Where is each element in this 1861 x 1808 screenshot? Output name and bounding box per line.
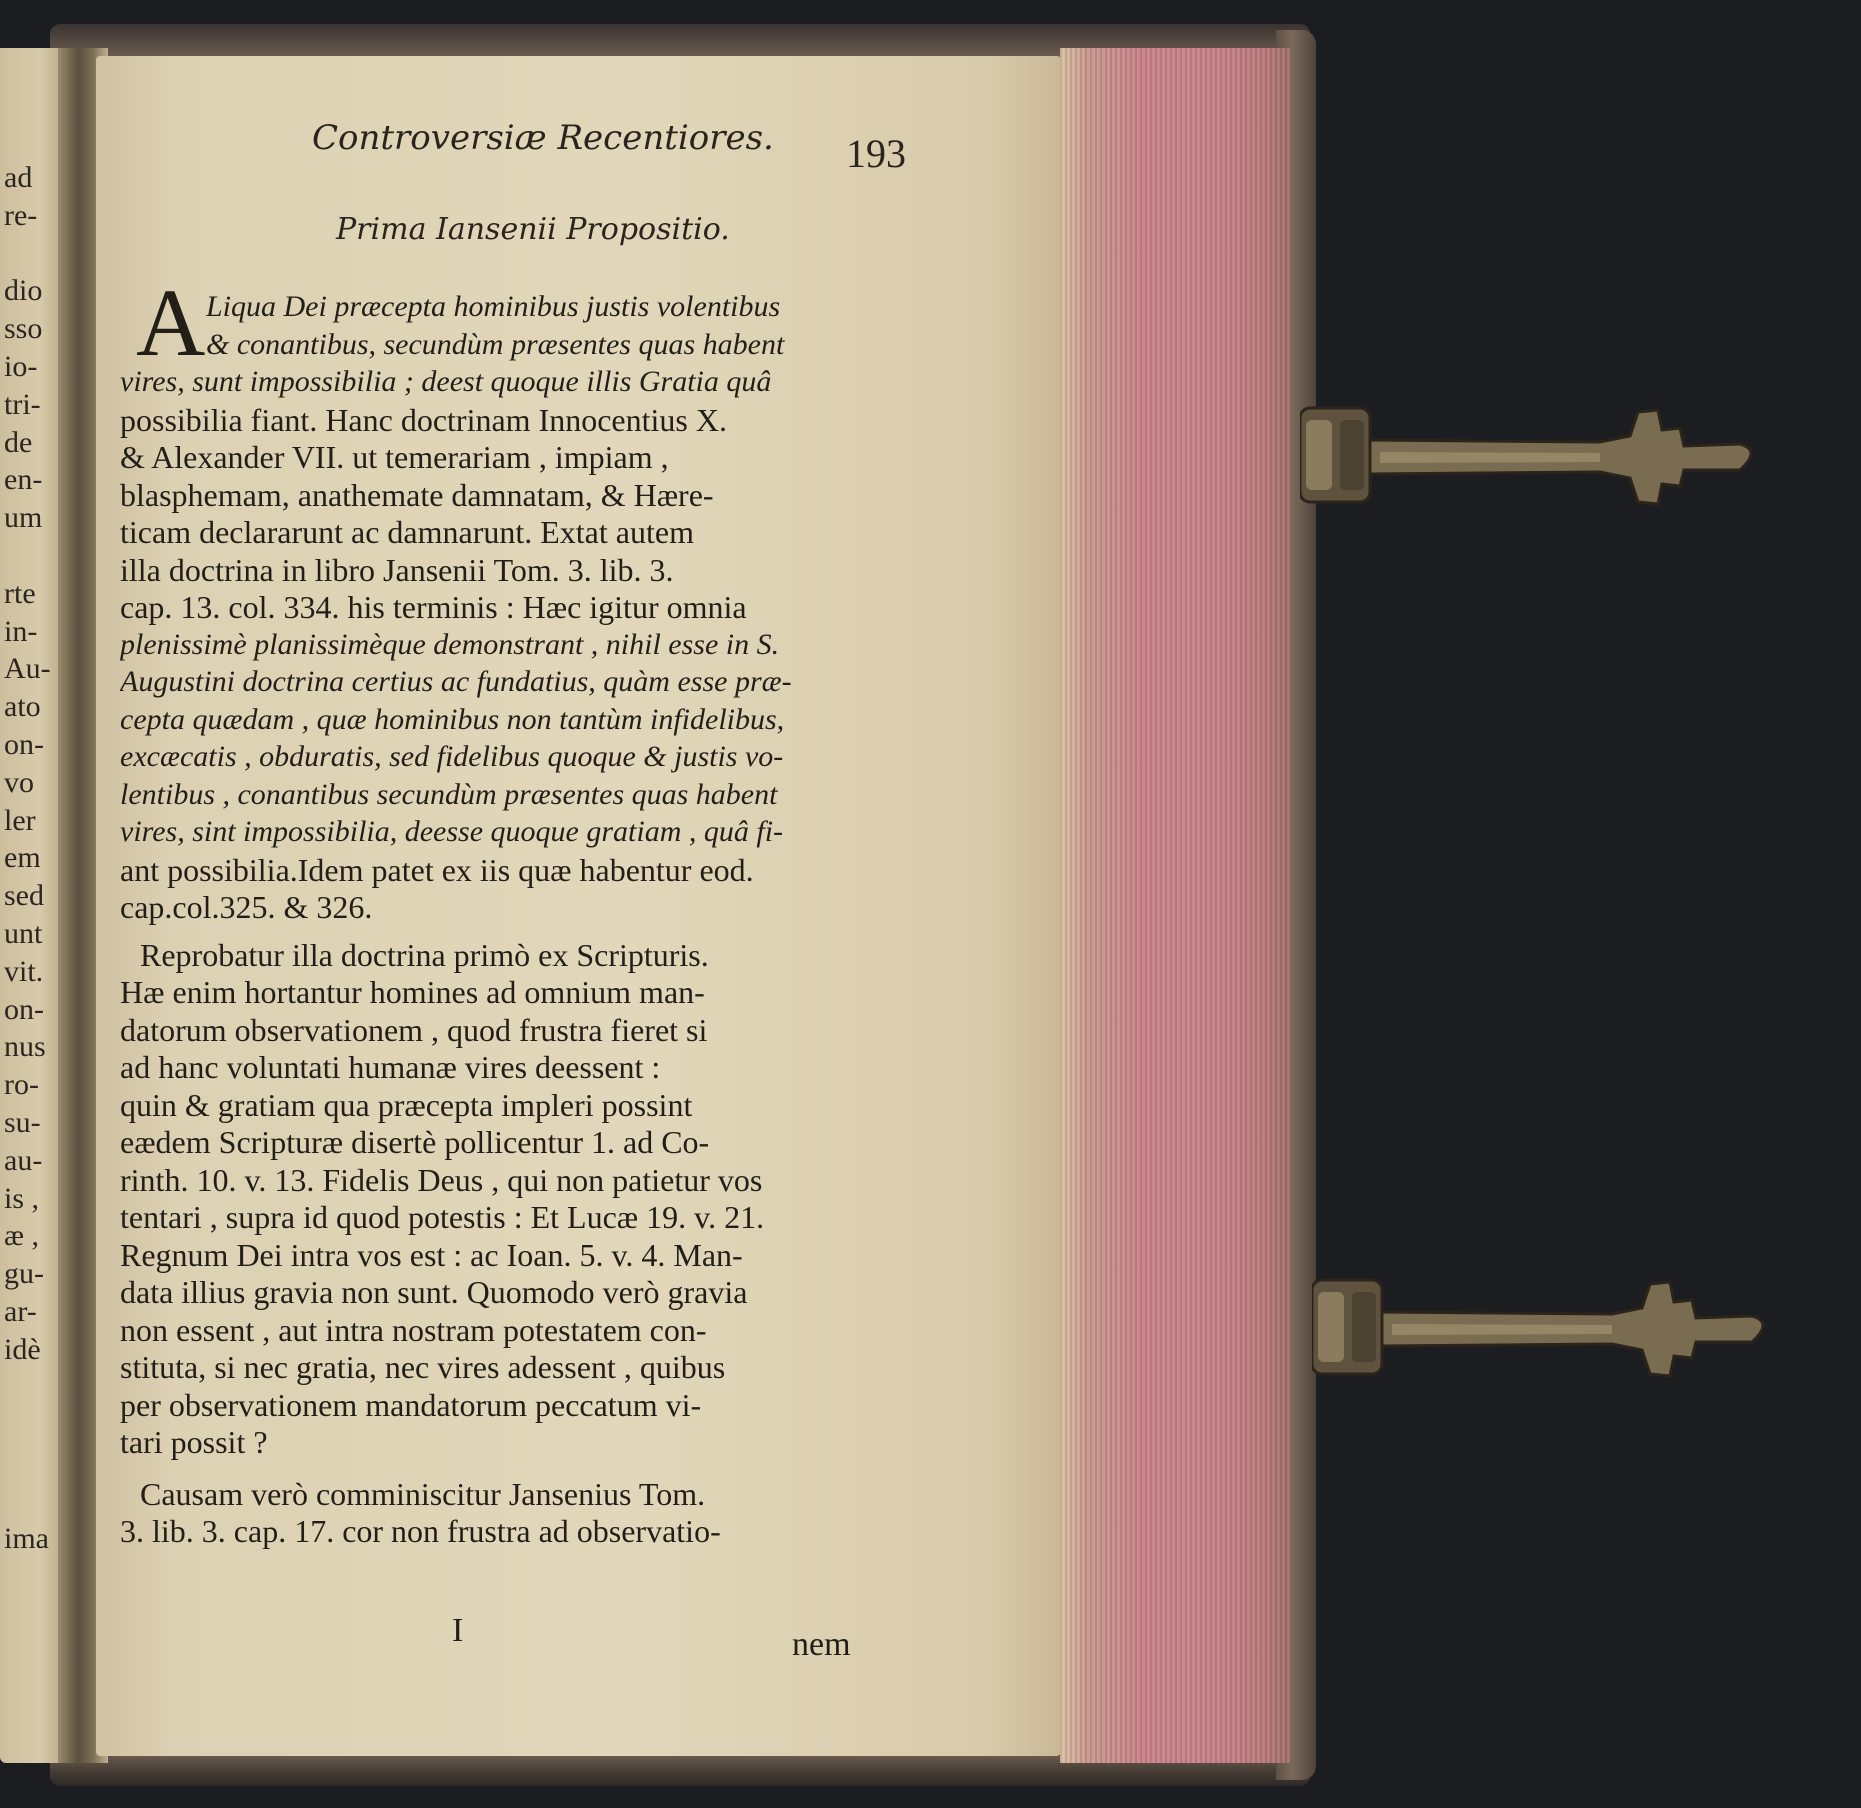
text-line: possibilia fiant. Hanc doctrinam Innocentius X. bbox=[120, 401, 727, 438]
left-page-fragment: dio bbox=[4, 274, 43, 308]
signature-mark: I bbox=[452, 1612, 464, 1649]
left-page-fragment bbox=[4, 1368, 64, 1408]
text-line: & Alexander VII. ut temerariam , impiam , bbox=[120, 439, 669, 475]
left-page-fragment: ler bbox=[4, 803, 36, 837]
text-line: tari possit ? bbox=[120, 1424, 268, 1460]
drop-cap: A bbox=[136, 269, 206, 376]
text-line: vires, sint impossibilia, deesse quoque gratiam , quâ fi- bbox=[120, 815, 784, 848]
left-page-fragment: em bbox=[4, 841, 41, 875]
left-page-fragment: ro- bbox=[4, 1068, 39, 1102]
left-page-fragment: unt bbox=[4, 917, 43, 950]
left-page-fragment: su- bbox=[4, 1106, 41, 1139]
left-page-fragment bbox=[4, 536, 64, 576]
text-line: plenissimè planissimèque demonstrant , nihil esse in S. bbox=[120, 627, 780, 661]
facing-page-left bbox=[0, 48, 66, 1763]
clasp-upper bbox=[1300, 390, 1760, 520]
left-page-fragment: en- bbox=[4, 463, 43, 497]
text-line: Augustini doctrina certius ac fundatius, quàm esse præ- bbox=[120, 665, 792, 698]
text-line: Causam verò comminiscitur Jansenius Tom. bbox=[140, 1475, 706, 1512]
text-line: cepta quædam , quæ hominibus non tantùm infidelibus, bbox=[120, 702, 785, 736]
running-head: Controversiæ Recentiores. bbox=[312, 118, 774, 158]
page-number: 193 bbox=[846, 131, 906, 176]
text-line: ticam declararunt ac damnarunt. Extat autem bbox=[120, 514, 694, 550]
text-line: ad hanc voluntati humanæ vires deessent : bbox=[120, 1049, 661, 1085]
left-page-fragment bbox=[4, 1481, 64, 1521]
text-line: 3. lib. 3. cap. 17. cor non frustra ad observatio- bbox=[120, 1513, 721, 1549]
left-page-fragment: on- bbox=[4, 992, 44, 1026]
left-page-fragment: io- bbox=[4, 350, 38, 383]
catchword: nem bbox=[792, 1626, 851, 1663]
text-line: illa doctrina in libro Jansenii Tom. 3. lib. 3. bbox=[120, 551, 674, 588]
text-line: data illius gravia non sunt. Quomodo verò gravia bbox=[120, 1274, 748, 1310]
left-page-fragment: on- bbox=[4, 728, 44, 761]
section-title: Prima Iansenii Propositio. bbox=[336, 212, 730, 247]
text-line: non essent , aut intra nostram potestatem con- bbox=[120, 1311, 707, 1348]
text-line: excæcatis , obduratis, sed fidelibus quoque & justis vo- bbox=[120, 740, 784, 773]
left-page-fragment bbox=[4, 1405, 64, 1445]
left-page-fragment: in- bbox=[4, 614, 38, 648]
text-line: cap.col.325. & 326. bbox=[120, 889, 373, 925]
left-page-fragment: Au- bbox=[4, 652, 51, 686]
left-page-fragment: sso bbox=[4, 312, 43, 346]
left-page-fragment: idè bbox=[4, 1332, 41, 1366]
left-page-fragment: de bbox=[4, 425, 33, 459]
left-page-fragment: gu- bbox=[4, 1257, 44, 1291]
left-page-fragment: um bbox=[4, 501, 43, 535]
left-page-fragment: vit. bbox=[4, 954, 44, 988]
text-line: stituta, si nec gratia, nec vires adessent , quibus bbox=[120, 1349, 726, 1385]
text-line: Liqua Dei præcepta hominibus justis volentibus bbox=[206, 290, 781, 323]
text-line: cap. 13. col. 334. his terminis : Hæc igitur omnia bbox=[120, 589, 747, 625]
left-page-fragment: is , bbox=[4, 1181, 40, 1215]
text-line: Hæ enim hortantur homines ad omnium man- bbox=[120, 974, 705, 1010]
text-line: quin & gratiam qua præcepta impleri possint bbox=[120, 1086, 693, 1123]
left-page-fragment: æ , bbox=[4, 1219, 40, 1253]
left-page-fragment: ato bbox=[4, 690, 41, 724]
left-page-fragment bbox=[4, 234, 64, 274]
left-page-fragment: ad bbox=[4, 161, 33, 194]
text-line: eædem Scripturæ disertè pollicentur 1. ad Co- bbox=[120, 1124, 710, 1160]
text-line: & conantibus, secundùm præsentes quas habent bbox=[206, 327, 785, 361]
text-line: per observationem mandatorum peccatum vi- bbox=[120, 1386, 702, 1423]
clasp-lower bbox=[1312, 1262, 1772, 1392]
text-line: blasphemam, anathemate damnatam, & Hære- bbox=[120, 476, 714, 513]
left-page-fragment: tri- bbox=[4, 387, 41, 421]
left-page-fragment: re- bbox=[4, 198, 38, 232]
text-line: rinth. 10. v. 13. Fidelis Deus , qui non patietur vos bbox=[120, 1161, 763, 1198]
text-line: ant possibilia.Idem patet ex iis quæ habentur eod. bbox=[120, 851, 754, 888]
left-page-fragment: ar- bbox=[4, 1295, 37, 1328]
left-page-fragment: ima bbox=[4, 1521, 49, 1555]
text-line: Regnum Dei intra vos est : ac Ioan. 5. v. 4. Man- bbox=[120, 1236, 743, 1273]
fore-edge-red bbox=[1060, 48, 1290, 1763]
text-line: tentari , supra id quod potestis : Et Lucæ 19. v. 21. bbox=[120, 1199, 765, 1235]
text-line: vires, sunt impossibilia ; deest quoque illis Gratia quâ bbox=[120, 365, 772, 398]
left-page-fragment: au- bbox=[4, 1143, 43, 1177]
text-line: lentibus , conantibus secundùm præsentes quas habent bbox=[120, 777, 778, 811]
left-page-fragment: vo bbox=[4, 765, 34, 799]
left-page-fragment: nus bbox=[4, 1030, 46, 1064]
left-page-fragment: sed bbox=[4, 879, 44, 913]
left-page-fragment: rte bbox=[4, 576, 36, 610]
text-line: Reprobatur illa doctrina primò ex Scripturis. bbox=[140, 936, 709, 973]
left-page-fragment bbox=[4, 1443, 64, 1483]
text-line: datorum observationem , quod frustra fieret si bbox=[120, 1011, 708, 1048]
